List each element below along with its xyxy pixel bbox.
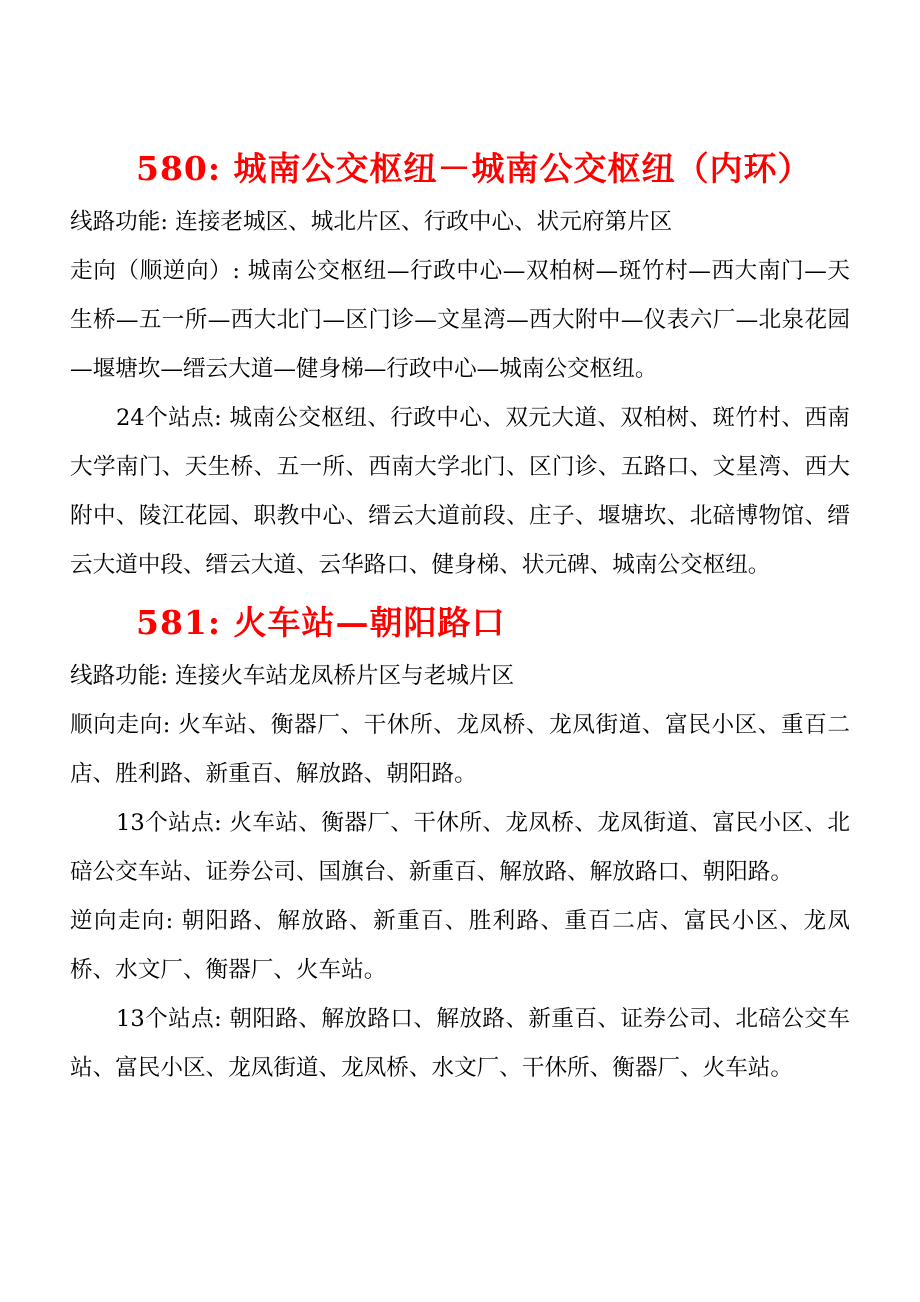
- route-580-section: [70, 140, 850, 590]
- route-581-function: 线路功能: 连接火车站龙凤桥片区与老城片区: [70, 663, 515, 689]
- route-580-direction: 走向（顺逆向）: 城南公交枢纽—行政中心—双柏树—斑竹村—西大南门—天生桥—五一所—西大北门—区门诊—文星湾—西大附中—仪表六厂—北泉花园—堰塘坎—缙云大道—健身梯—行政中心—城南公交枢纽。: [70, 258, 850, 382]
- route-581-title: 581: 火车站—朝阳路口: [136, 603, 506, 642]
- route-580-title: 580: 城南公交枢纽－城南公交枢纽（内环）: [136, 149, 812, 188]
- route-580-function: 线路功能: 连接老城区、城北片区、行政中心、状元府第片区: [70, 209, 673, 235]
- route-581-section: [70, 594, 850, 1093]
- route-581-reverse-stops: 13个站点: 朝阳路、解放路口、解放路、新重百、证券公司、北碚公交车站、富民小区、龙凤街道、龙凤桥、水文厂、干休所、衡器厂、火车站。: [70, 1006, 850, 1081]
- route-581-reverse-direction: 逆向走向: 朝阳路、解放路、新重百、胜利路、重百二店、富民小区、龙凤桥、水文厂、衡器厂、火车站。: [70, 908, 850, 983]
- route-580-stops: 24个站点: 城南公交枢纽、行政中心、双元大道、双柏树、斑竹村、西南大学南门、天生桥、五一所、西南大学北门、区门诊、五路口、文星湾、西大附中、陵江花园、职教中心、缙云大道前段、庄子、堰塘坎、北碚博物馆、缙云大道中段、缙云大道、云华路口、健身梯、状元碑、城南公交枢纽。: [70, 405, 850, 578]
- document-page: [70, 140, 850, 1093]
- route-581-forward-direction: 顺向走向: 火车站、衡器厂、干休所、龙凤桥、龙凤街道、富民小区、重百二店、胜利路、新重百、解放路、朝阳路。: [70, 712, 850, 787]
- route-581-forward-stops: 13个站点: 火车站、衡器厂、干休所、龙凤桥、龙凤街道、富民小区、北碚公交车站、证券公司、国旗台、新重百、解放路、解放路口、朝阳路。: [70, 810, 850, 885]
